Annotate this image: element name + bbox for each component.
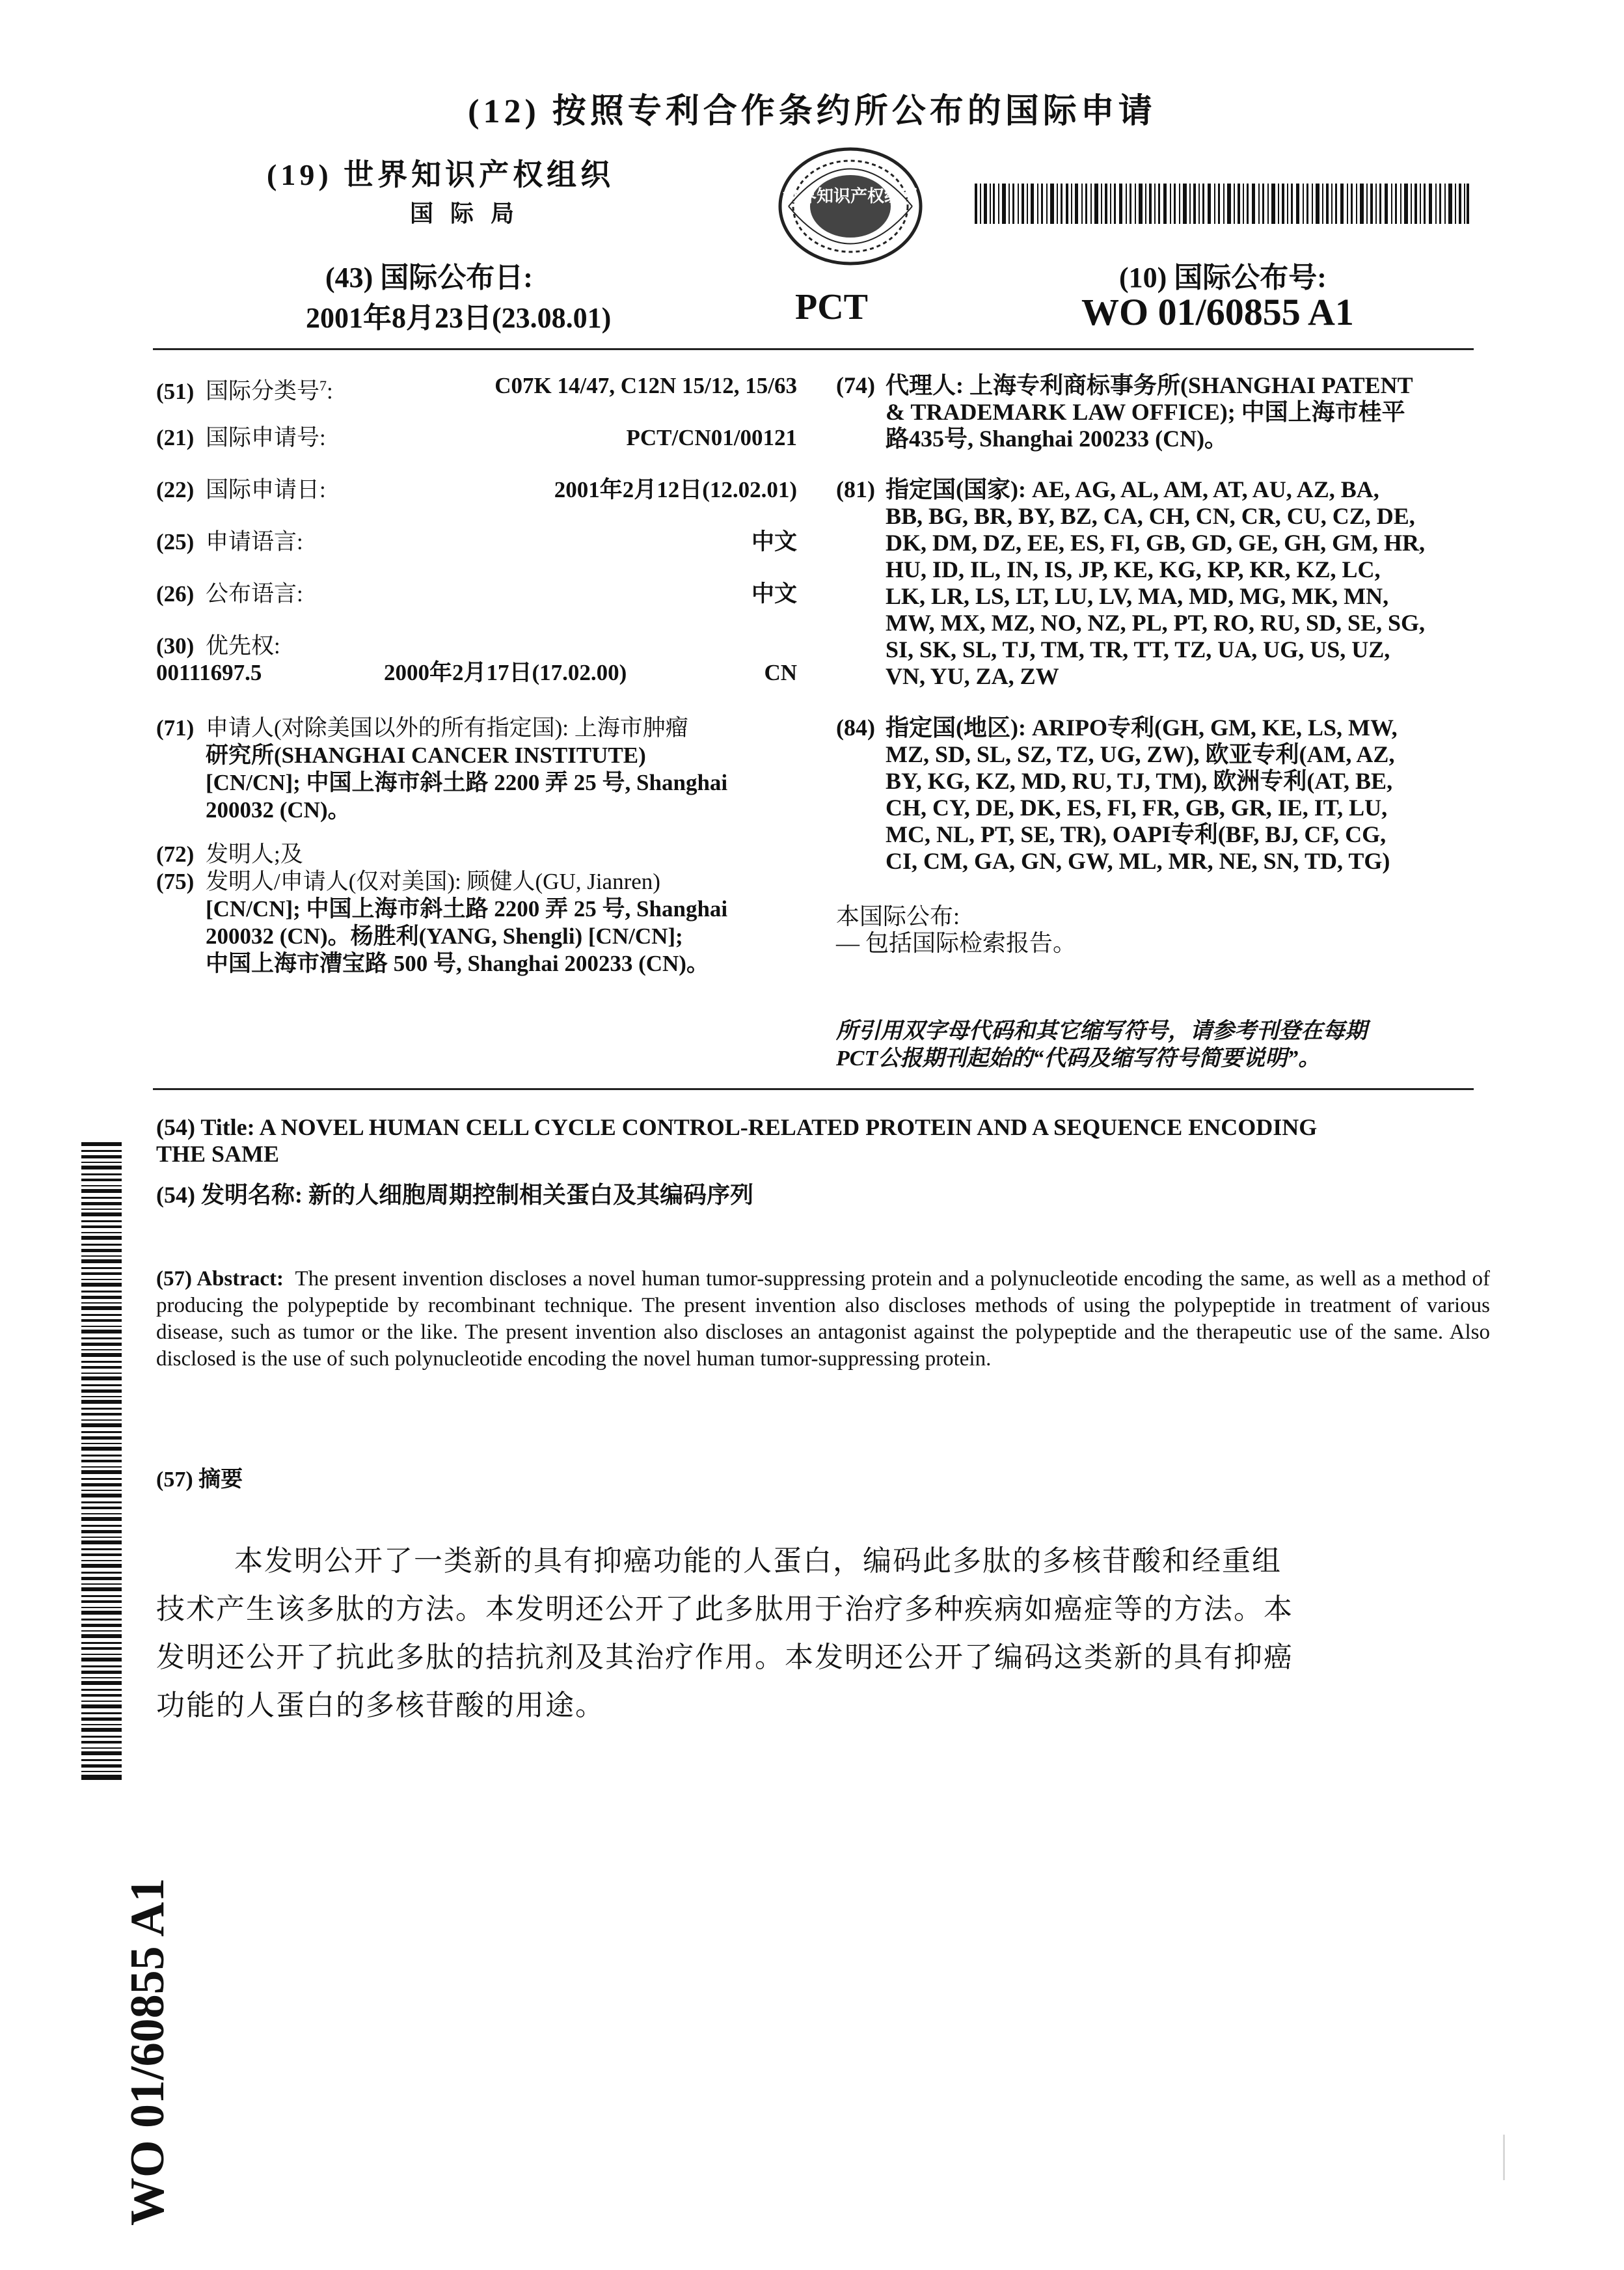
abstract-cn-label: (57) 摘要: [156, 1468, 243, 1492]
side-pub-no: WO 01/60855 A1: [121, 1878, 174, 2226]
field-84: (84) 指定国(地区): ARIPO专利(GH, GM, KE, LS, MW, MZ, SD, SL, SZ, TZ, UG, ZW), 欧亚专利(AM, AZ, BY, KG, KZ, MD, RU, TJ, TM), 欧洲专利(AT, BE, CH, CY, DE, DK, ES, FI, FR, GB, GR, IE, IT, LU, MC, NL, PT, SE, TR), OAPI专利(BF, BJ, CF, CG, CI, CM, GA, GN, GW, ML, MR, NE, SN, TD, TG): [836, 715, 1398, 874]
field-25: (25) 申请语言: 中文: [156, 529, 797, 554]
bureau-name: 国际局: [410, 200, 532, 226]
organization-name: (19) 世界知识产权组织: [267, 158, 615, 191]
field-71: (71) 申请人(对除美国以外的所有指定国): 上海市肿瘤 研究所(SHANGHAI CANCER INSTITUTE) [CN/CN]; 中国上海市斜土路 2200 弄 25 号, Shanghai 200032 (CN)。: [156, 715, 728, 823]
field-51: (51) 国际分类号$^7$: C07K 14/47, C12N 15/12, 15/63: [156, 373, 797, 404]
title-cn: (54) 发明名称: 新的人细胞周期控制相关蛋白及其编码序列: [156, 1182, 753, 1208]
abstract-en: (57) Abstract: The present invention discloses a novel human tumor-suppressing protein and a polynucleotide encoding the same, as well as a method of producing the polypeptide by recombinant technique. The present invention also discloses methods of using the polypeptide in treatment of various disease, such as tumor or the like. The present invention also discloses an antagonist against the polypeptide and the therapeutic use of the same. Also disclosed is the use of such polynucleotide encoding the novel human tumor-suppressing protein.: [156, 1267, 1491, 1371]
pct-label: PCT: [795, 287, 868, 327]
abstract-cn: 本发明公开了一类新的具有抑癌功能的人蛋白，编码此多肽的多核苷酸和经重组 技术产生该多肽的方法。本发明还公开了此多肽用于治疗多种疾病如癌症等的方法。本 发明还公开了抗此多肽的拮抗剂及其治疗作用。本发明还公开了编码这类新的具有抑癌 功能的人蛋白的多核苷酸的用途。: [156, 1544, 1293, 1722]
seal-text-top: 世界知识产权组织: [782, 187, 919, 206]
title-en: (54) Title: A NOVEL HUMAN CELL CYCLE CONTROL-RELATED PROTEIN AND A SEQUENCE ENCODING THE SAME: [156, 1114, 1318, 1167]
pub-no-label: (10) 国际公布号:: [1119, 262, 1327, 294]
field-72: (72) 发明人;及: [156, 841, 303, 867]
header-divider: [153, 348, 1474, 350]
page-title: (12) 按照专利合作条约所公布的国际申请: [468, 93, 1156, 130]
side-barcode-icon: [81, 1142, 122, 1780]
field-26: (26) 公布语言: 中文: [156, 581, 797, 607]
pub-no-value: WO 01/60855 A1: [1081, 291, 1354, 333]
pub-date-label: (43) 国际公布日:: [325, 262, 533, 294]
field-75: (75) 发明人/申请人(仅对美国): 顾健人(GU, Jianren) [CN/CN]; 中国上海市斜土路 2200 弄 25 号, Shanghai 200032 (CN)。杨胜利(YANG, Shengli) [CN/CN]; 中国上海市漕宝路 500 号, Shanghai 200233 (CN)。: [156, 869, 728, 976]
scan-mark: [1503, 2135, 1505, 2180]
published-with: 本国际公布: — 包括国际检索报告。: [836, 903, 1077, 956]
field-81: (81) 指定国(国家): AE, AG, AL, AM, AT, AU, AZ, BA, BB, BG, BR, BY, BZ, CA, CH, CN, CR, CU, CZ, DE, DK, DM, DZ, EE, ES, FI, GB, GD, GE, GH, GM, HR, HU, ID, IL, IN, IS, JP, KE, KG, KP, KR, KZ, LC, LK, LR, LS, LT, LU, LV, MA, MD, MG, MK, MN, MW, MX, MZ, NO, NZ, PL, PT, RO, RU, SD, SE, SG, SI, SK, SL, TJ, TM, TR, TT, TZ, UA, UG, US, UZ, VN, YU, ZA, ZW: [836, 476, 1426, 689]
codes-note: 所引用双字母代码和其它缩写符号，请参考刊登在每期 PCT公报期刊起始的“代码及缩写符号简要说明”。: [836, 1019, 1367, 1071]
field-30: (30) 优先权:: [156, 633, 280, 659]
priority-row: 00111697.5 2000年2月17日(17.02.00) CN: [156, 660, 797, 685]
biblio-divider: [153, 1088, 1474, 1090]
pub-date-value: 2001年8月23日(23.08.01): [306, 302, 612, 334]
field-22: (22) 国际申请日: 2001年2月12日(12.02.01): [156, 477, 797, 502]
field-21: (21) 国际申请号: PCT/CN01/00121: [156, 425, 797, 450]
barcode-icon: [975, 184, 1469, 224]
wipo-seal-icon: [776, 144, 925, 268]
field-74: (74) 代理人: 上海专利商标事务所(SHANGHAI PATENT & TRADEMARK LAW OFFICE); 中国上海市桂平 路435号, Shanghai 200233 (CN)。: [836, 372, 1413, 452]
